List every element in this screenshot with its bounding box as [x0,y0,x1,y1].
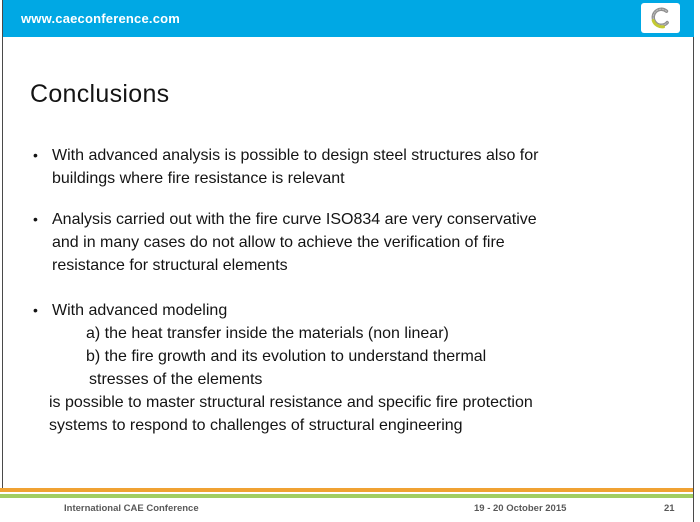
cae-swirl-icon [648,5,674,31]
text-line: systems to respond to challenges of structural engineering [49,417,463,434]
sub-item-b-continuation: stresses of the elements [89,371,263,388]
page-number: 21 [664,503,675,514]
footer-date: 19 - 20 October 2015 [474,503,567,514]
bullet-item-3 [33,299,678,437]
sub-item-b: b) the fire growth and its evolution to understand thermal [86,348,487,365]
text-line: With advanced analysis is possible to design steel structures also for [52,147,539,164]
header-bar [3,0,694,37]
footer-orange-rule [0,488,693,492]
slide-right-border [693,0,694,522]
text-line: With advanced modeling [52,302,228,319]
text-line: buildings where fire resistance is relevant [52,170,345,187]
slide-body [33,144,678,437]
text-line: resistance for structural elements [52,257,288,274]
sub-item-a: a) the heat transfer inside the materials (non linear) [86,325,449,342]
bullet-text [52,208,678,277]
header-website-url: www.caeconference.com [21,11,181,26]
bullet-marker: • [33,211,38,227]
bullet-item-1 [33,144,678,190]
slide-left-border [2,0,3,489]
bullet-marker: • [33,147,38,163]
footer-conference-name: International CAE Conference [64,503,199,514]
text-line: and in many cases do not allow to achieve the verification of fire [52,234,505,251]
bullet-item-2 [33,208,678,277]
conference-logo [641,3,680,33]
footer [0,503,693,517]
footer-green-rule [0,494,693,498]
bullet-text [52,144,678,190]
bullet-marker: • [33,302,38,318]
bullet-text [49,299,678,437]
text-line: Analysis carried out with the fire curve ISO834 are very conservative [52,211,537,228]
slide-title: Conclusions [30,80,170,108]
text-line: is possible to master structural resistance and specific fire protection [49,394,533,411]
